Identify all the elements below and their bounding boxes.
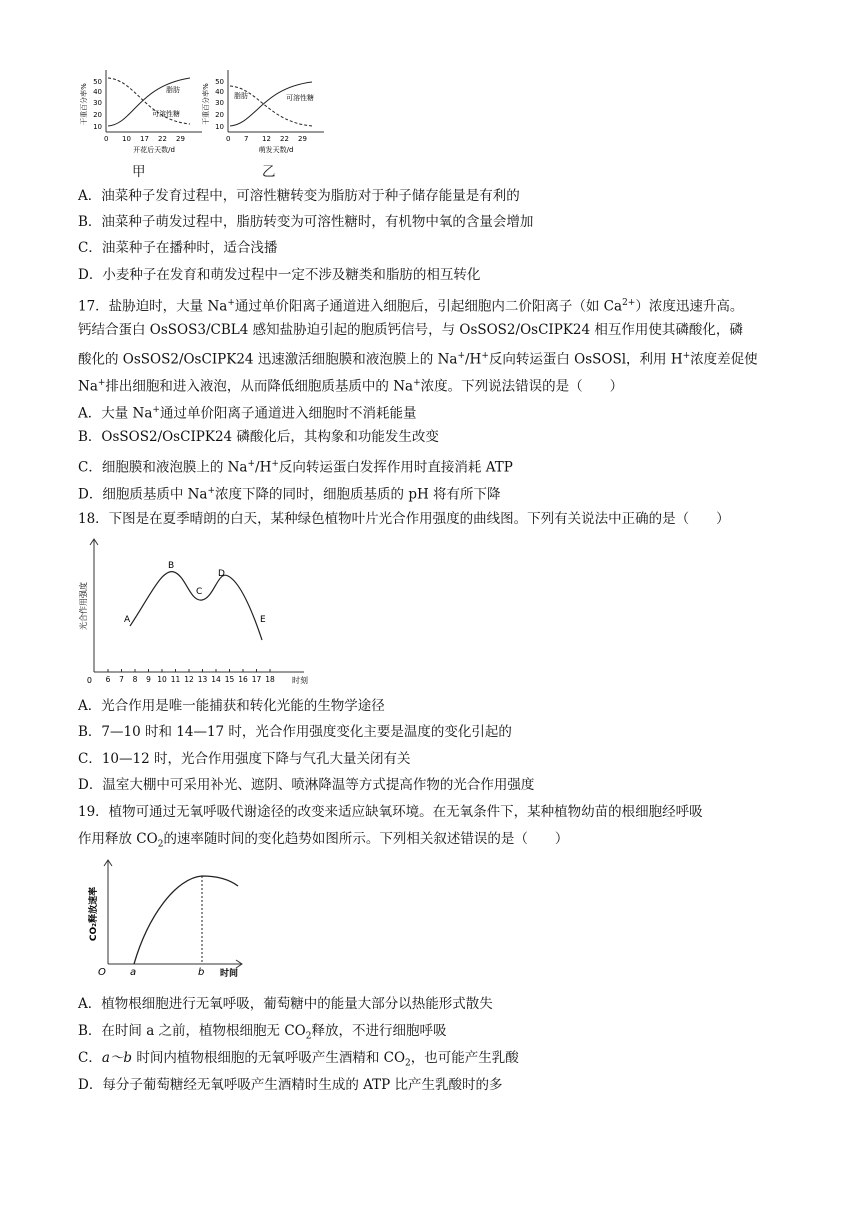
q18-option-b: B．7—10 时和 14—17 时，光合作用强度变化主要是温度的变化引起的 <box>78 724 512 740</box>
q18-option-a: A．光合作用是唯一能捕获和转化光能的生物学途径 <box>78 698 385 714</box>
q17-option-b: B．OsSOS2/OsCIPK24 磷酸化后，其构象和功能发生改变 <box>78 429 439 445</box>
fig18-point-c: C <box>196 587 203 597</box>
fig19-xlabel: 时间 <box>220 969 239 979</box>
jia-ylabel: 干重百分率% <box>80 83 88 125</box>
yi-xlabel: 萌发天数/d <box>258 146 294 154</box>
yi-xtick: 29 <box>298 135 307 143</box>
q19-option-a: A．植物根细胞进行无氧呼吸，葡萄糖中的能量大部分以热能形式散失 <box>78 996 493 1012</box>
fig18-tick-label: 8 <box>132 675 138 684</box>
jia-xlabel: 开花后天数/d <box>133 146 175 154</box>
jia-xtick: 22 <box>158 135 167 143</box>
yi-ytick: 20 <box>215 111 224 119</box>
fig19-curve <box>134 876 238 964</box>
yi-ylabel: 干重百分率% <box>202 83 210 125</box>
fig18-tick-label: 17 <box>251 675 262 684</box>
jia-xtick: 10 <box>122 135 131 143</box>
fig18-origin: 0 <box>86 676 92 685</box>
q18-stem: 18．下图是在夏季晴朗的白天，某种绿色植物叶片光合作用强度的曲线图。下列有关说法中正确的是（ ） <box>78 511 730 527</box>
fig18-tick-label: 13 <box>197 675 208 684</box>
q17-option-c: C．细胞膜和液泡膜上的 Na+/H+反向转运蛋白发挥作用时直接消耗 ATP <box>78 459 513 476</box>
q19-option-d: D．每分子葡萄糖经无氧呼吸产生酒精时生成的 ATP 比产生乳酸时的多 <box>78 1077 503 1093</box>
jia-xtick: 17 <box>140 135 149 143</box>
q17-option-d: D．细胞质基质中 Na+浓度下降的同时，细胞质基质的 pH 将有所下降 <box>78 486 501 503</box>
jia-ytick: 20 <box>93 111 102 119</box>
fig18-curve <box>130 572 262 640</box>
yi-ytick: 30 <box>215 99 224 107</box>
fig18-tick-label: 10 <box>157 675 167 684</box>
fig18-tick-label: 7 <box>119 675 124 684</box>
yi-curve2-label: 可溶性糖 <box>286 94 314 102</box>
q18-option-d: D．温室大棚中可采用补光、遮阴、喷淋降温等方式提高作物的光合作用强度 <box>78 777 535 793</box>
figure-18-photosynthesis <box>78 536 308 688</box>
yi-ytick: 40 <box>215 88 224 96</box>
figure-16-jia <box>78 64 206 156</box>
yi-xtick: 12 <box>262 135 271 143</box>
q19-stem-line1: 19．植物可通过无氧呼吸代谢途径的改变来适应缺氧环境。在无氧条件下，某种植物幼苗的根细胞经呼吸 <box>78 804 703 820</box>
jia-ytick: 10 <box>93 123 102 131</box>
q17-stem-line1: 17．盐胁迫时，大量 Na+通过单价阳离子通道进入细胞后，引起细胞内二价阳离子（如 $Ca^{2+}$）浓度迅速升高。 <box>78 298 744 315</box>
q19-stem-line2: 作用释放 $CO_2$的速率随时间的变化趋势如图所示。下列相关叙述错误的是（ ） <box>78 831 569 850</box>
q18-option-c: C．10—12 时，光合作用强度下降与气孔大量关闭有关 <box>78 751 411 767</box>
fig18-tick-label: 18 <box>265 675 275 684</box>
jia-ytick: 30 <box>93 99 102 107</box>
fig18-xlabel: 时刻 <box>292 676 308 685</box>
fig19-origin: O <box>98 967 106 978</box>
fig18-point-e: E <box>260 615 266 625</box>
fig18-tick-label: 14 <box>211 675 221 684</box>
fig19-tick-b: b <box>198 967 205 978</box>
q17-stem-line2: 钙结合蛋白 OsSOS3/CBL4 感知盐胁迫引起的胞质钙信号，与 OsSOS2/OsCIPK24 相互作用使其磷酸化，磷 <box>78 322 743 338</box>
jia-ytick: 40 <box>93 88 102 96</box>
fig19-ylabel: CO₂释放速率 <box>89 886 99 942</box>
q16-option-b: B．油菜种子萌发过程中，脂肪转变为可溶性糖时，有机物中氧的含量会增加 <box>78 214 534 230</box>
q17-option-a: A．大量 Na+通过单价阳离子通道进入细胞时不消耗能量 <box>78 405 417 422</box>
yi-ytick: 10 <box>215 123 224 131</box>
fig18-tick-label: 6 <box>105 675 111 684</box>
figure-label-jia: 甲 <box>132 164 146 180</box>
q17-stem-line4: Na+排出细胞和进入液泡，从而降低细胞质基质中的 Na+浓度。下列说法错误的是（ ） <box>78 378 624 395</box>
fig19-tick-a: a <box>130 967 137 978</box>
fig18-tick-label: 12 <box>184 675 194 684</box>
fig18-tick-label: 16 <box>238 675 248 684</box>
q16-option-d: D．小麦种子在发育和萌发过程中一定不涉及糖类和脂肪的相互转化 <box>78 267 481 283</box>
jia-curve2-label: 可溶性糖 <box>152 110 180 118</box>
jia-ytick: 50 <box>93 78 102 86</box>
q19-option-b: B．在时间 a 之前，植物根细胞无 $CO_2$释放，不进行细胞呼吸 <box>78 1023 447 1042</box>
q16-option-c: C．油菜种子在播种时，适合浅播 <box>78 240 278 256</box>
yi-xtick: 22 <box>280 135 289 143</box>
fig18-tick-label: 15 <box>224 675 235 684</box>
yi-xtick: 0 <box>226 135 231 143</box>
yi-curve1-label: 脂肪 <box>234 92 248 100</box>
q19-option-c: C．a～b 时间内植物根细胞的无氧呼吸产生酒精和 $CO_2$，也可能产生乳酸 <box>78 1050 519 1069</box>
yi-sugar-curve <box>230 82 312 126</box>
figure-label-yi: 乙 <box>262 164 276 180</box>
fig18-tick-label: 11 <box>170 675 181 684</box>
figure-16-yi <box>200 64 328 156</box>
fig18-tick-label: 9 <box>146 675 151 684</box>
fig18-point-d: D <box>218 569 225 579</box>
jia-xtick: 0 <box>104 135 109 143</box>
jia-curve1-label: 脂肪 <box>166 86 180 94</box>
q17-stem-line3: 酸化的 OsSOS2/OsCIPK24 迅速激活细胞膜和液泡膜上的 Na+/H+反向转运蛋白 OsSOSl，利用 H+浓度差促使 <box>78 351 758 368</box>
yi-xtick: 7 <box>244 135 249 143</box>
jia-xtick: 29 <box>176 135 185 143</box>
figure-19-co2-rate <box>86 856 256 980</box>
yi-ytick: 50 <box>215 78 224 86</box>
fig18-point-b: B <box>168 561 175 571</box>
q16-option-a: A．油菜种子发育过程中，可溶性糖转变为脂肪对于种子储存能量是有利的 <box>78 188 520 204</box>
fig18-point-a: A <box>124 615 131 625</box>
fig18-ylabel: 光合作用强度 <box>79 582 88 630</box>
